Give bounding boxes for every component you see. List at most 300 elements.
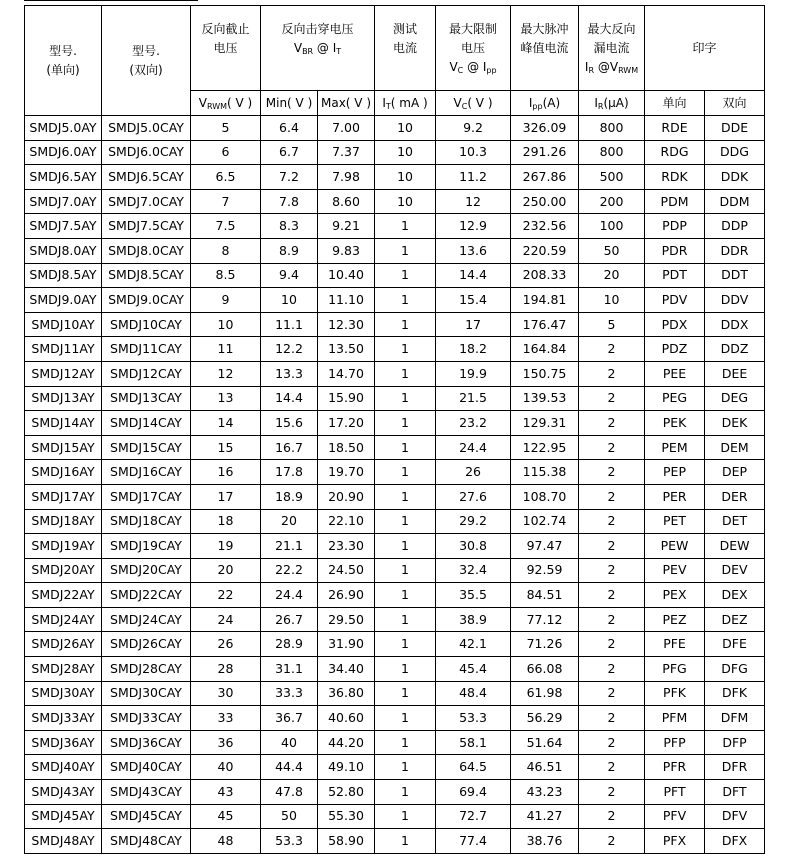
- table-cell: 17: [436, 312, 511, 337]
- table-row: [25, 337, 765, 362]
- table-row: [25, 829, 765, 854]
- table-cell: 19.9: [436, 361, 511, 386]
- table-cell: DFM: [705, 706, 765, 731]
- table-cell: 58.1: [436, 730, 511, 755]
- table-cell: SMDJ11AY: [25, 337, 102, 362]
- table-cell: 10: [261, 288, 318, 313]
- table-cell: 30: [191, 681, 261, 706]
- table-cell: 13.3: [261, 361, 318, 386]
- table-row: [25, 140, 765, 165]
- table-cell: 122.95: [511, 435, 579, 460]
- table-cell: 1: [375, 263, 436, 288]
- table-row: [25, 312, 765, 337]
- table-cell: 7.00: [318, 116, 375, 141]
- table-cell: 10: [375, 116, 436, 141]
- unit-ipp: $I_{pp}(A)$: [511, 91, 579, 116]
- table-cell: 17.8: [261, 460, 318, 485]
- unit-min: Min( V ): [261, 91, 318, 116]
- table-row: [25, 583, 765, 608]
- table-cell: PFK: [645, 681, 705, 706]
- table-cell: 8.60: [318, 189, 375, 214]
- table-cell: SMDJ19AY: [25, 534, 102, 559]
- table-cell: SMDJ6.5CAY: [102, 165, 191, 190]
- table-cell: SMDJ33AY: [25, 706, 102, 731]
- table-cell: SMDJ22CAY: [102, 583, 191, 608]
- table-cell: RDG: [645, 140, 705, 165]
- table-cell: SMDJ48CAY: [102, 829, 191, 854]
- table-cell: PET: [645, 509, 705, 534]
- table-cell: PDV: [645, 288, 705, 313]
- table-cell: 24: [191, 607, 261, 632]
- unit-marking-uni: 单向: [645, 91, 705, 116]
- table-cell: 2: [579, 484, 645, 509]
- table-cell: 29.50: [318, 607, 375, 632]
- table-row: [25, 116, 765, 141]
- table-cell: 26.7: [261, 607, 318, 632]
- table-cell: 2: [579, 730, 645, 755]
- table-cell: 38.76: [511, 829, 579, 854]
- table-cell: 7.98: [318, 165, 375, 190]
- table-cell: PFV: [645, 804, 705, 829]
- table-cell: 5: [191, 116, 261, 141]
- table-cell: 13.6: [436, 238, 511, 263]
- table-cell: SMDJ6.0CAY: [102, 140, 191, 165]
- table-body: [25, 116, 765, 854]
- table-cell: 55.30: [318, 804, 375, 829]
- table-row: [25, 509, 765, 534]
- table-cell: PEE: [645, 361, 705, 386]
- table-cell: 20: [579, 263, 645, 288]
- header-test-current: 测试 电流: [375, 6, 436, 91]
- table-cell: SMDJ40CAY: [102, 755, 191, 780]
- table-row: [25, 386, 765, 411]
- table-cell: SMDJ26CAY: [102, 632, 191, 657]
- table-cell: 22.2: [261, 558, 318, 583]
- table-row: [25, 214, 765, 239]
- table-cell: 53.3: [436, 706, 511, 731]
- table-cell: 2: [579, 411, 645, 436]
- table-cell: SMDJ6.5AY: [25, 165, 102, 190]
- table-cell: DEM: [705, 435, 765, 460]
- table-row: [25, 607, 765, 632]
- table-cell: 9.21: [318, 214, 375, 239]
- table-cell: SMDJ8.0CAY: [102, 238, 191, 263]
- table-cell: 44.20: [318, 730, 375, 755]
- table-row: [25, 288, 765, 313]
- table-cell: 13.50: [318, 337, 375, 362]
- table-cell: 11.2: [436, 165, 511, 190]
- table-cell: SMDJ9.0AY: [25, 288, 102, 313]
- table-cell: SMDJ30CAY: [102, 681, 191, 706]
- table-cell: 34.40: [318, 657, 375, 682]
- table-cell: SMDJ12CAY: [102, 361, 191, 386]
- table-row: [25, 804, 765, 829]
- unit-max: Max( V ): [318, 91, 375, 116]
- table-cell: 22: [191, 583, 261, 608]
- table-row: [25, 361, 765, 386]
- table-cell: 41.27: [511, 804, 579, 829]
- table-cell: PFX: [645, 829, 705, 854]
- table-cell: 46.51: [511, 755, 579, 780]
- table-cell: SMDJ20AY: [25, 558, 102, 583]
- table-cell: 1: [375, 780, 436, 805]
- table-cell: SMDJ33CAY: [102, 706, 191, 731]
- table-cell: SMDJ14CAY: [102, 411, 191, 436]
- table-cell: 1: [375, 632, 436, 657]
- table-cell: 43.23: [511, 780, 579, 805]
- table-cell: 7: [191, 189, 261, 214]
- table-cell: SMDJ15AY: [25, 435, 102, 460]
- table-cell: DFG: [705, 657, 765, 682]
- table-cell: SMDJ11CAY: [102, 337, 191, 362]
- table-cell: 10: [375, 140, 436, 165]
- table-cell: 11: [191, 337, 261, 362]
- table-cell: 13: [191, 386, 261, 411]
- table-cell: PFP: [645, 730, 705, 755]
- table-cell: 150.75: [511, 361, 579, 386]
- table-cell: 42.1: [436, 632, 511, 657]
- table-cell: DFT: [705, 780, 765, 805]
- table-cell: 164.84: [511, 337, 579, 362]
- table-cell: 21.1: [261, 534, 318, 559]
- table-cell: 28: [191, 657, 261, 682]
- table-cell: 1: [375, 657, 436, 682]
- table-cell: 32.4: [436, 558, 511, 583]
- table-cell: 2: [579, 681, 645, 706]
- table-cell: 8.3: [261, 214, 318, 239]
- table-cell: 40: [191, 755, 261, 780]
- table-cell: DFR: [705, 755, 765, 780]
- unit-vrwm: $V_{RWM}$( V ): [191, 91, 261, 116]
- table-cell: SMDJ9.0CAY: [102, 288, 191, 313]
- table-cell: 220.59: [511, 238, 579, 263]
- table-cell: 50: [579, 238, 645, 263]
- table-row: [25, 730, 765, 755]
- table-cell: 1: [375, 755, 436, 780]
- table-cell: 6.7: [261, 140, 318, 165]
- table-cell: 24.4: [436, 435, 511, 460]
- table-cell: SMDJ28CAY: [102, 657, 191, 682]
- table-cell: 9.83: [318, 238, 375, 263]
- table-cell: DDR: [705, 238, 765, 263]
- table-cell: SMDJ10CAY: [102, 312, 191, 337]
- table-cell: 26.90: [318, 583, 375, 608]
- table-cell: 200: [579, 189, 645, 214]
- table-cell: PDZ: [645, 337, 705, 362]
- table-cell: SMDJ18CAY: [102, 509, 191, 534]
- table-cell: 58.90: [318, 829, 375, 854]
- table-cell: 43: [191, 780, 261, 805]
- table-cell: 2: [579, 583, 645, 608]
- table-cell: SMDJ8.0AY: [25, 238, 102, 263]
- table-cell: 23.30: [318, 534, 375, 559]
- table-cell: 64.5: [436, 755, 511, 780]
- table-row: [25, 189, 765, 214]
- table-cell: 10.40: [318, 263, 375, 288]
- table-cell: SMDJ36AY: [25, 730, 102, 755]
- table-cell: 61.98: [511, 681, 579, 706]
- table-cell: SMDJ43AY: [25, 780, 102, 805]
- table-row: [25, 706, 765, 731]
- electrical-characteristics-table: [24, 5, 765, 854]
- table-cell: SMDJ22AY: [25, 583, 102, 608]
- table-cell: DDG: [705, 140, 765, 165]
- unit-vc: $V_C$( V ): [436, 91, 511, 116]
- table-cell: 40.60: [318, 706, 375, 731]
- table-cell: 12.2: [261, 337, 318, 362]
- table-cell: 6.4: [261, 116, 318, 141]
- table-cell: 7.5: [191, 214, 261, 239]
- table-cell: PDR: [645, 238, 705, 263]
- table-cell: 232.56: [511, 214, 579, 239]
- table-cell: 16: [191, 460, 261, 485]
- table-cell: RDK: [645, 165, 705, 190]
- table-cell: SMDJ8.5AY: [25, 263, 102, 288]
- table-cell: 6: [191, 140, 261, 165]
- table-cell: 12: [436, 189, 511, 214]
- table-cell: 47.8: [261, 780, 318, 805]
- table-cell: SMDJ7.0AY: [25, 189, 102, 214]
- table-cell: SMDJ8.5CAY: [102, 263, 191, 288]
- table-cell: 14.70: [318, 361, 375, 386]
- table-cell: 15.6: [261, 411, 318, 436]
- table-cell: SMDJ16CAY: [102, 460, 191, 485]
- table-cell: 2: [579, 607, 645, 632]
- table-row: [25, 780, 765, 805]
- table-cell: 2: [579, 804, 645, 829]
- table-cell: 2: [579, 435, 645, 460]
- table-cell: DFK: [705, 681, 765, 706]
- table-cell: SMDJ7.0CAY: [102, 189, 191, 214]
- table-cell: 2: [579, 386, 645, 411]
- table-cell: SMDJ19CAY: [102, 534, 191, 559]
- table-cell: 2: [579, 657, 645, 682]
- table-cell: 6.5: [191, 165, 261, 190]
- table-cell: 1: [375, 607, 436, 632]
- table-cell: PFM: [645, 706, 705, 731]
- table-cell: 26: [191, 632, 261, 657]
- table-cell: 15: [191, 435, 261, 460]
- table-cell: 12.9: [436, 214, 511, 239]
- header-model-bidirectional: 型号. (双向): [102, 6, 191, 116]
- table-cell: SMDJ13CAY: [102, 386, 191, 411]
- table-cell: 2: [579, 337, 645, 362]
- table-cell: 28.9: [261, 632, 318, 657]
- table-cell: 208.33: [511, 263, 579, 288]
- unit-marking-bi: 双向: [705, 91, 765, 116]
- table-row: [25, 460, 765, 485]
- table-cell: PFT: [645, 780, 705, 805]
- table-cell: 18.2: [436, 337, 511, 362]
- table-cell: SMDJ16AY: [25, 460, 102, 485]
- table-cell: 40: [261, 730, 318, 755]
- table-cell: 30.8: [436, 534, 511, 559]
- table-cell: SMDJ5.0AY: [25, 116, 102, 141]
- table-cell: 1: [375, 730, 436, 755]
- table-cell: 194.81: [511, 288, 579, 313]
- table-cell: 77.4: [436, 829, 511, 854]
- table-cell: 17.20: [318, 411, 375, 436]
- table-cell: DEZ: [705, 607, 765, 632]
- table-cell: 10: [579, 288, 645, 313]
- table-cell: DEP: [705, 460, 765, 485]
- table-cell: 8.5: [191, 263, 261, 288]
- table-cell: SMDJ20CAY: [102, 558, 191, 583]
- table-cell: RDE: [645, 116, 705, 141]
- top-rule: [24, 0, 198, 4]
- table-cell: 250.00: [511, 189, 579, 214]
- table-row: [25, 263, 765, 288]
- table-cell: 2: [579, 558, 645, 583]
- table-cell: SMDJ13AY: [25, 386, 102, 411]
- header-reverse-standoff-voltage: 反向截止 电压: [191, 6, 261, 91]
- table-cell: 45.4: [436, 657, 511, 682]
- table-cell: 1: [375, 361, 436, 386]
- table-cell: 11.1: [261, 312, 318, 337]
- table-cell: 2: [579, 755, 645, 780]
- table-cell: PEM: [645, 435, 705, 460]
- table-cell: 31.90: [318, 632, 375, 657]
- unit-ir: $I_R(\mu A)$: [579, 91, 645, 116]
- table-cell: DEW: [705, 534, 765, 559]
- table-cell: 2: [579, 632, 645, 657]
- table-cell: 36.7: [261, 706, 318, 731]
- table-cell: 14.4: [261, 386, 318, 411]
- table-cell: 115.38: [511, 460, 579, 485]
- table-cell: DFV: [705, 804, 765, 829]
- table-cell: DDP: [705, 214, 765, 239]
- table-cell: 31.1: [261, 657, 318, 682]
- table-cell: 29.2: [436, 509, 511, 534]
- table-cell: SMDJ6.0AY: [25, 140, 102, 165]
- table-cell: 9.4: [261, 263, 318, 288]
- table-cell: 36.80: [318, 681, 375, 706]
- table-cell: DDM: [705, 189, 765, 214]
- table-cell: 53.3: [261, 829, 318, 854]
- table-cell: 10: [375, 165, 436, 190]
- table-cell: 12: [191, 361, 261, 386]
- table-cell: SMDJ17AY: [25, 484, 102, 509]
- table-cell: 66.08: [511, 657, 579, 682]
- table-cell: 1: [375, 534, 436, 559]
- table-cell: 18: [191, 509, 261, 534]
- table-cell: 44.4: [261, 755, 318, 780]
- table-cell: DDE: [705, 116, 765, 141]
- table-cell: 48: [191, 829, 261, 854]
- table-cell: 326.09: [511, 116, 579, 141]
- table-cell: DER: [705, 484, 765, 509]
- table-cell: 15.4: [436, 288, 511, 313]
- table-cell: SMDJ45CAY: [102, 804, 191, 829]
- table-cell: 2: [579, 829, 645, 854]
- table-cell: PER: [645, 484, 705, 509]
- table-cell: SMDJ10AY: [25, 312, 102, 337]
- table-cell: 800: [579, 116, 645, 141]
- table-cell: DDV: [705, 288, 765, 313]
- table-row: [25, 411, 765, 436]
- table-cell: SMDJ26AY: [25, 632, 102, 657]
- table-cell: 22.10: [318, 509, 375, 534]
- table-cell: 1: [375, 583, 436, 608]
- table-cell: 1: [375, 460, 436, 485]
- table-cell: 48.4: [436, 681, 511, 706]
- table-cell: 15.90: [318, 386, 375, 411]
- table-cell: 19.70: [318, 460, 375, 485]
- table-cell: DET: [705, 509, 765, 534]
- table-cell: SMDJ15CAY: [102, 435, 191, 460]
- table-cell: 56.29: [511, 706, 579, 731]
- table-cell: 51.64: [511, 730, 579, 755]
- table-cell: 8.9: [261, 238, 318, 263]
- table-cell: 7.2: [261, 165, 318, 190]
- table-cell: 1: [375, 214, 436, 239]
- table-cell: 24.4: [261, 583, 318, 608]
- table-cell: 33: [191, 706, 261, 731]
- table-row: [25, 657, 765, 682]
- header-marking: 印字: [645, 6, 765, 91]
- table-cell: 16.7: [261, 435, 318, 460]
- table-cell: 1: [375, 337, 436, 362]
- table-cell: 50: [261, 804, 318, 829]
- table-cell: 10.3: [436, 140, 511, 165]
- table-cell: SMDJ24CAY: [102, 607, 191, 632]
- table-cell: 17: [191, 484, 261, 509]
- table-cell: 1: [375, 288, 436, 313]
- table-row: [25, 238, 765, 263]
- unit-it: $I_T$( mA ): [375, 91, 436, 116]
- table-cell: PFG: [645, 657, 705, 682]
- table-cell: SMDJ36CAY: [102, 730, 191, 755]
- table-row: [25, 484, 765, 509]
- table-cell: 139.53: [511, 386, 579, 411]
- table-cell: 7.37: [318, 140, 375, 165]
- table-cell: 49.10: [318, 755, 375, 780]
- table-cell: PDX: [645, 312, 705, 337]
- table-cell: DEG: [705, 386, 765, 411]
- table-cell: DFE: [705, 632, 765, 657]
- header-reverse-leakage-current: 最大反向 漏电流 $I_R$ $@V_{RWM}$: [579, 6, 645, 91]
- table-cell: DEV: [705, 558, 765, 583]
- header-breakdown-voltage: 反向击穿电压 $V_{BR}$ @ $I_T$: [261, 6, 375, 91]
- table-row: [25, 755, 765, 780]
- table-cell: DDK: [705, 165, 765, 190]
- table-cell: 33.3: [261, 681, 318, 706]
- table-cell: 45: [191, 804, 261, 829]
- table-row: [25, 632, 765, 657]
- table-cell: 18.9: [261, 484, 318, 509]
- table-row: [25, 681, 765, 706]
- table-cell: SMDJ17CAY: [102, 484, 191, 509]
- table-cell: DEX: [705, 583, 765, 608]
- table-cell: 176.47: [511, 312, 579, 337]
- header-clamping-voltage: 最大限制 电压 $V_C$ @ $I_{pp}$: [436, 6, 511, 91]
- table-cell: SMDJ43CAY: [102, 780, 191, 805]
- table-cell: 26: [436, 460, 511, 485]
- table-cell: 9.2: [436, 116, 511, 141]
- table-cell: 77.12: [511, 607, 579, 632]
- table-cell: 1: [375, 411, 436, 436]
- table-row: [25, 165, 765, 190]
- table-cell: 84.51: [511, 583, 579, 608]
- table-cell: 129.31: [511, 411, 579, 436]
- table-cell: 18.50: [318, 435, 375, 460]
- table-cell: DEE: [705, 361, 765, 386]
- table-cell: 1: [375, 829, 436, 854]
- table-cell: PEV: [645, 558, 705, 583]
- table-cell: 1: [375, 509, 436, 534]
- table-cell: SMDJ24AY: [25, 607, 102, 632]
- table-cell: DDZ: [705, 337, 765, 362]
